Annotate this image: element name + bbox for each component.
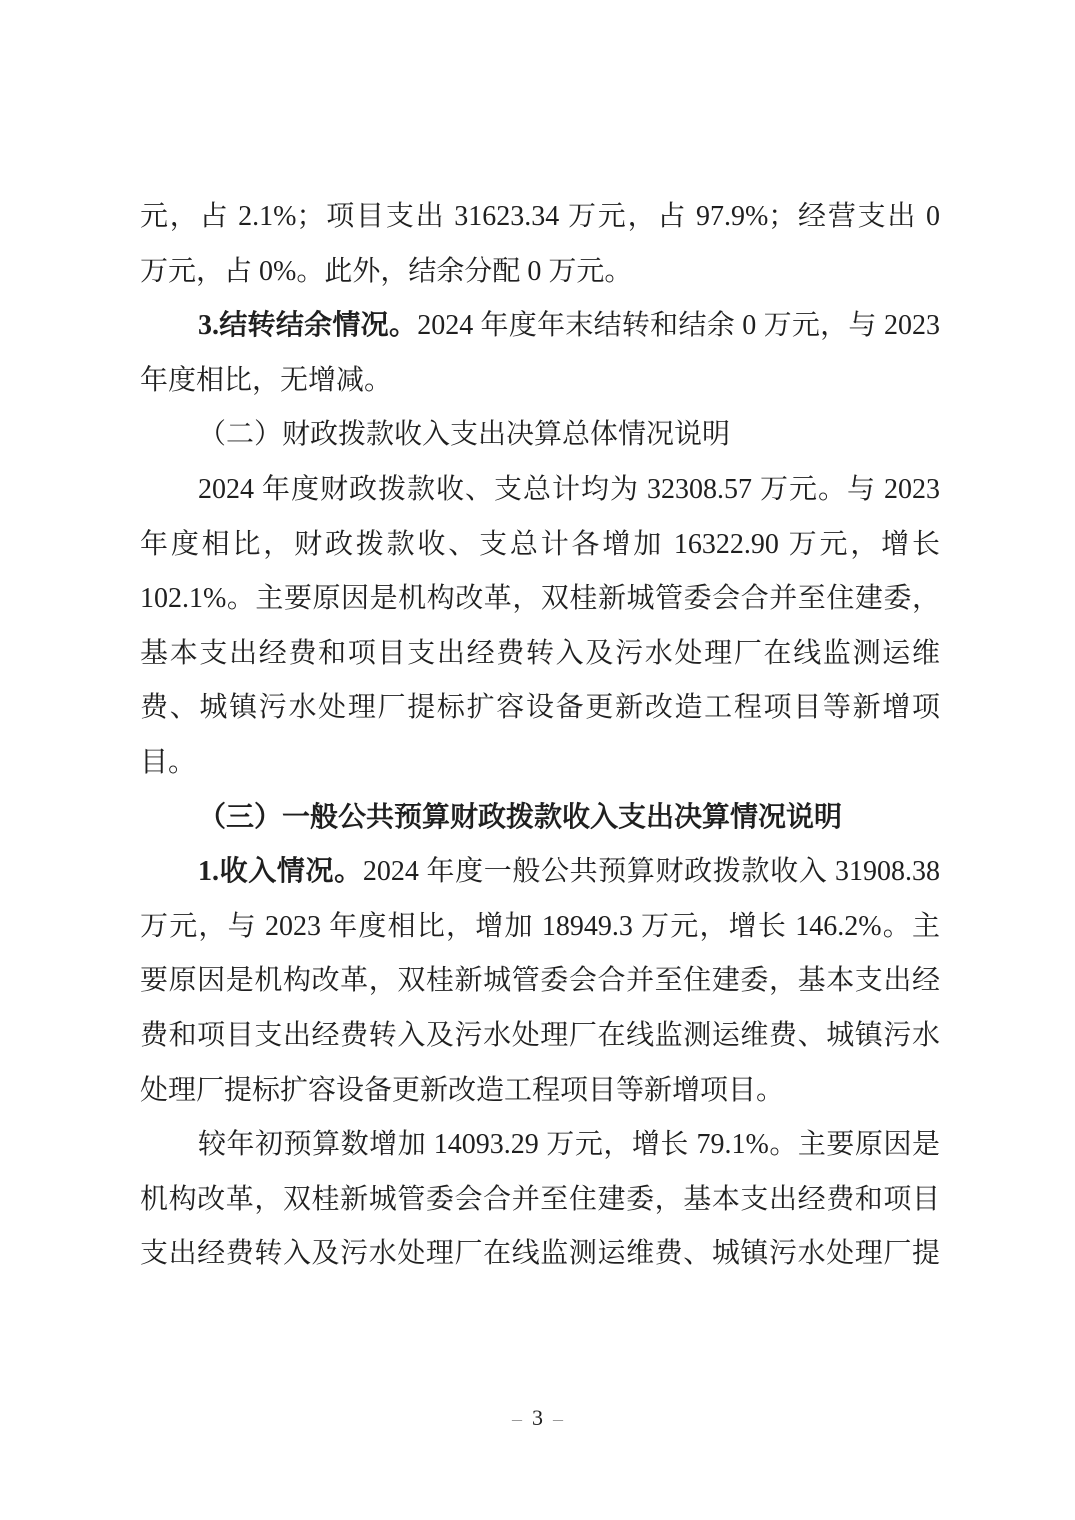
body-text: 基本支出经费和项目支出经费转入及污水处理厂在线监测运维 xyxy=(140,637,940,669)
body-text: 支出经费转入及污水处理厂在线监测运维费、城镇污水处理厂提 xyxy=(140,1238,940,1270)
text-line xyxy=(140,1173,940,1228)
document-body xyxy=(140,190,940,1282)
body-text: 年度相比，无增减。 xyxy=(140,364,393,396)
body-text: 较年初预算数增加 14093.29 万元，增长 79.1%。主要原因是 xyxy=(198,1129,940,1161)
body-text: 处理厂提标扩容设备更新改造工程项目等新增项目。 xyxy=(140,1074,785,1106)
body-text: 费和项目支出经费转入及污水处理厂在线监测运维费、城镇污水 xyxy=(140,1019,940,1051)
body-text: 102.1%。主要原因是机构改革，双桂新城管委会合并至住建委， xyxy=(140,583,940,615)
emphasis-text: （三）一般公共预算财政拨款收入支出决算情况说明 xyxy=(198,801,843,833)
body-text: 2024 年度财政拨款收、支总计均为 32308.57 万元。与 2023 xyxy=(198,473,940,505)
text-line xyxy=(140,1064,940,1119)
heading-line xyxy=(140,791,940,846)
text-line xyxy=(140,463,940,518)
footer-dash-right: – xyxy=(553,1408,563,1430)
text-line xyxy=(140,954,940,1009)
text-line xyxy=(140,190,940,245)
body-text: 万元，与 2023 年度相比，增加 18949.3 万元，增长 146.2%。主 xyxy=(140,910,940,942)
text-line xyxy=(140,299,940,354)
body-text: 2024 年度一般公共预算财政拨款收入 31908.38 xyxy=(362,856,940,888)
emphasis-text: 1.收入情况。 xyxy=(198,856,363,888)
body-text: 年度相比，财政拨款收、支总计各增加 16322.90 万元，增长 xyxy=(140,528,940,560)
body-text: 机构改革，双桂新城管委会合并至住建委，基本支出经费和项目 xyxy=(140,1183,940,1215)
body-text: 万元，占 0%。此外，结余分配 0 万元。 xyxy=(140,255,633,287)
text-line xyxy=(140,245,940,300)
text-line xyxy=(140,736,940,791)
page-footer xyxy=(0,1405,1075,1431)
body-text: 要原因是机构改革，双桂新城管委会合并至住建委，基本支出经 xyxy=(140,965,940,997)
text-line xyxy=(140,627,940,682)
text-line xyxy=(140,518,940,573)
text-line xyxy=(140,1227,940,1282)
body-text: 目。 xyxy=(140,746,197,778)
body-text: 元，占 2.1%；项目支出 31623.34 万元，占 97.9%；经营支出 0 xyxy=(140,201,940,232)
text-line xyxy=(140,845,940,900)
body-text: 费、城镇污水处理厂提标扩容设备更新改造工程项目等新增项 xyxy=(140,692,940,724)
body-text: （二）财政拨款收入支出决算总体情况说明 xyxy=(198,419,731,451)
emphasis-text: 3.结转结余情况。 xyxy=(198,310,418,342)
text-line xyxy=(140,1118,940,1173)
text-line xyxy=(140,572,940,627)
text-line xyxy=(140,681,940,736)
body-text: 2024 年度年末结转和结余 0 万元，与 2023 xyxy=(417,310,940,342)
footer-dash-left: – xyxy=(512,1408,522,1430)
page-number: 3 xyxy=(532,1405,543,1430)
heading-line xyxy=(140,408,940,463)
text-line xyxy=(140,354,940,409)
text-line xyxy=(140,1009,940,1064)
text-line xyxy=(140,900,940,955)
